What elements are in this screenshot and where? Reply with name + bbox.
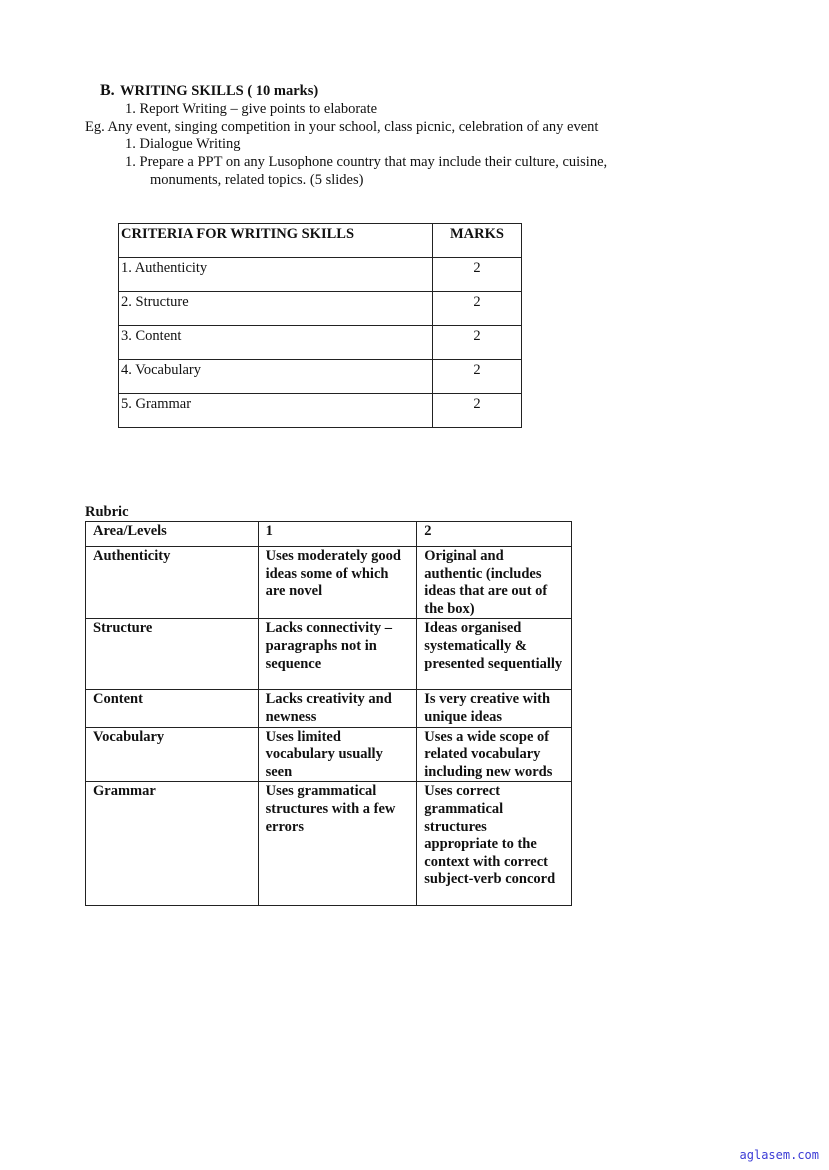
criteria-header: CRITERIA FOR WRITING SKILLS — [119, 224, 433, 258]
rubric-header-level-1: 1 — [258, 522, 417, 547]
section-title: WRITING SKILLS ( 10 marks) — [120, 83, 319, 99]
rubric-level-2: Uses correct grammatical structures appropriate to the context with correct subject-verb concord — [417, 782, 572, 906]
table-header-row — [119, 224, 522, 258]
rubric-header-row — [86, 522, 572, 547]
table-row — [119, 292, 522, 326]
rubric-level-2: Original and authentic (includes ideas that are out of the box) — [417, 547, 572, 619]
table-row — [86, 727, 572, 782]
marks-cell: 2 — [433, 326, 522, 360]
footer-watermark[interactable]: aglasem.com — [739, 1148, 819, 1162]
criteria-cell: 3. Content — [119, 326, 433, 360]
rubric-level-2: Ideas organised systematically & presented sequentially — [417, 619, 572, 690]
list-item: 1. Prepare a PPT on any Lusophone country that may include their culture, cuisine, — [125, 154, 608, 170]
rubric-header-area: Area/Levels — [86, 522, 259, 547]
rubric-level-2: Uses a wide scope of related vocabulary including new words — [417, 727, 572, 782]
rubric-area: Content — [86, 690, 259, 727]
marks-cell: 2 — [433, 258, 522, 292]
marks-cell: 2 — [433, 394, 522, 428]
rubric-level-1: Uses limited vocabulary usually seen — [258, 727, 417, 782]
rubric-area: Vocabulary — [86, 727, 259, 782]
table-row — [86, 619, 572, 690]
list-item-continuation: monuments, related topics. (5 slides) — [150, 172, 364, 188]
rubric-area: Authenticity — [86, 547, 259, 619]
table-row — [119, 326, 522, 360]
criteria-cell: 1. Authenticity — [119, 258, 433, 292]
marks-header: MARKS — [433, 224, 522, 258]
rubric-table — [85, 521, 572, 906]
table-row — [86, 690, 572, 727]
rubric-level-1: Lacks connectivity – paragraphs not in sequence — [258, 619, 417, 690]
list-item: 1. Dialogue Writing — [125, 136, 241, 152]
table-row — [86, 782, 572, 906]
table-row — [119, 360, 522, 394]
example-line: Eg. Any event, singing competition in your school, class picnic, celebration of any event — [85, 119, 599, 135]
rubric-level-2: Is very creative with unique ideas — [417, 690, 572, 727]
list-item: 1. Report Writing – give points to elaborate — [125, 101, 378, 117]
table-row — [86, 547, 572, 619]
marks-cell: 2 — [433, 292, 522, 326]
rubric-area: Grammar — [86, 782, 259, 906]
criteria-cell: 2. Structure — [119, 292, 433, 326]
rubric-header-level-2: 2 — [417, 522, 572, 547]
rubric-title: Rubric — [85, 504, 129, 520]
criteria-cell: 4. Vocabulary — [119, 360, 433, 394]
criteria-table — [118, 223, 522, 428]
rubric-area: Structure — [86, 619, 259, 690]
marks-cell: 2 — [433, 360, 522, 394]
table-row — [119, 394, 522, 428]
rubric-level-1: Lacks creativity and newness — [258, 690, 417, 727]
criteria-cell: 5. Grammar — [119, 394, 433, 428]
rubric-level-1: Uses moderately good ideas some of which are novel — [258, 547, 417, 619]
rubric-level-1: Uses grammatical structures with a few errors — [258, 782, 417, 906]
table-row — [119, 258, 522, 292]
section-letter: B. — [100, 82, 115, 99]
